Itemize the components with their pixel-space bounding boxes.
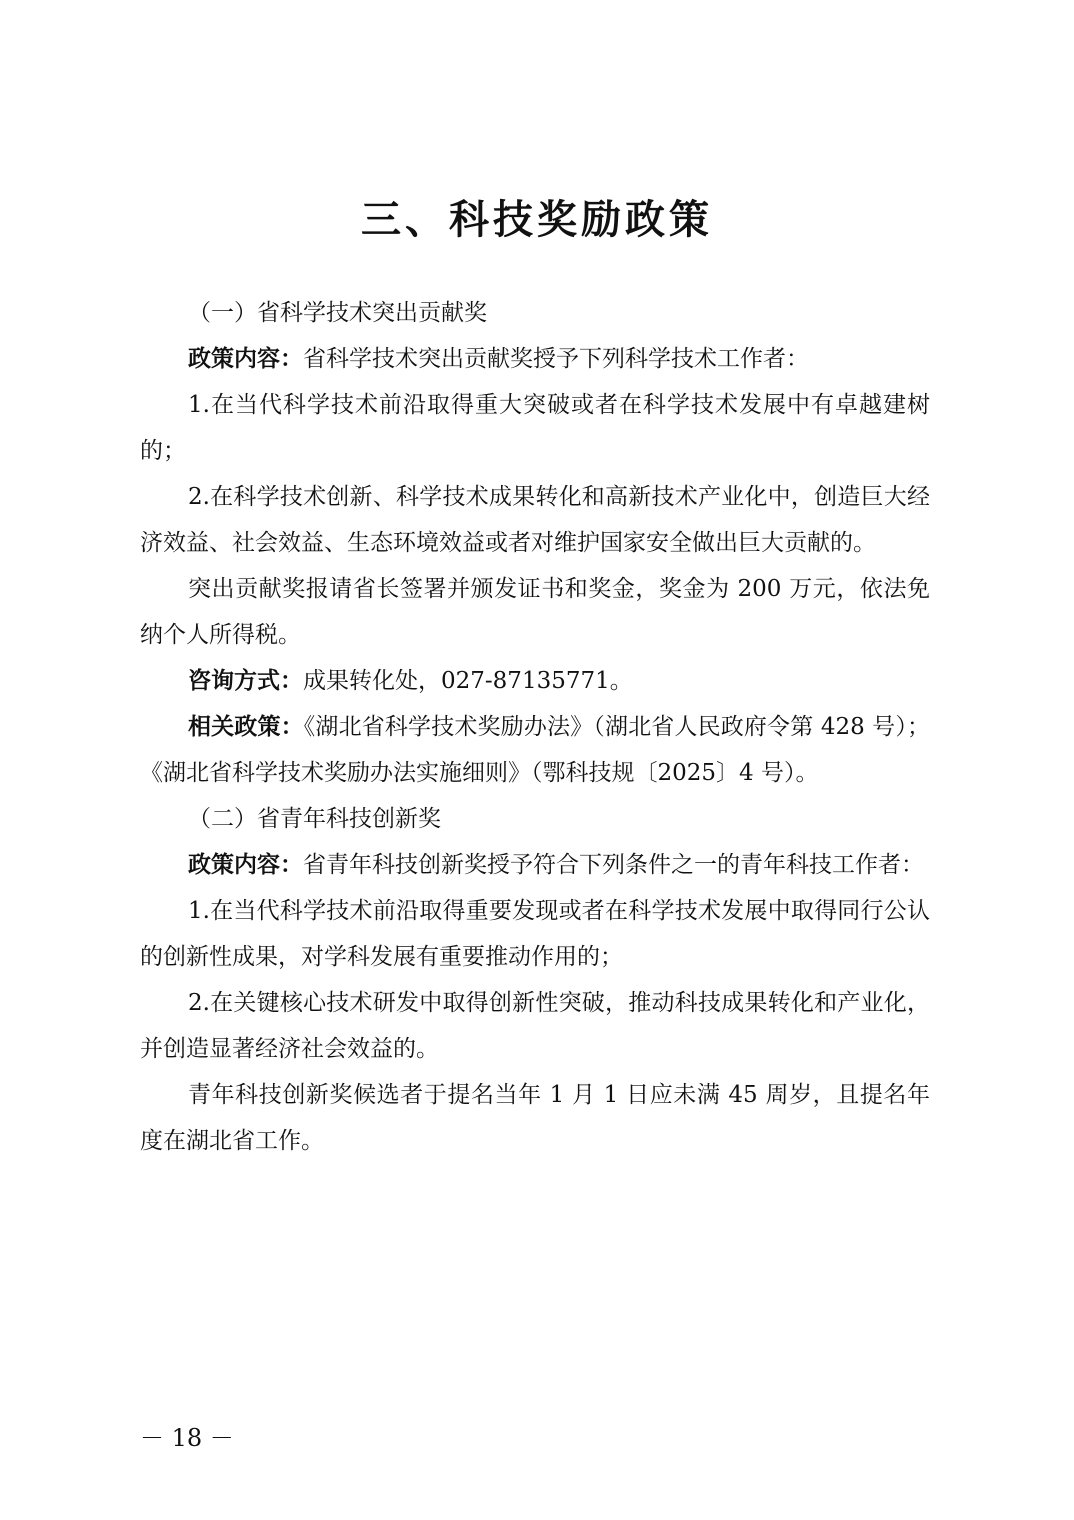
page-number: － 18 － bbox=[140, 1424, 234, 1452]
related-policy-line bbox=[140, 704, 930, 796]
policy-item-1-1: 1.在当代科学技术前沿取得重大突破或者在科学技术发展中有卓越建树的； bbox=[140, 392, 930, 464]
section-heading-2: （二）省青年科技创新奖 bbox=[188, 806, 441, 832]
policy-content-2 bbox=[140, 842, 930, 888]
contact-line bbox=[140, 658, 930, 704]
section-heading-1: （一）省科学技术突出贡献奖 bbox=[188, 300, 487, 326]
award-note-1: 突出贡献奖报请省长签署并颁发证书和奖金，奖金为 200 万元，依法免纳个人所得税。 bbox=[140, 576, 930, 648]
contact-text: 成果转化处，027-87135771。 bbox=[303, 668, 633, 694]
related-label: 相关政策： bbox=[188, 713, 304, 740]
contact-label: 咨询方式： bbox=[188, 667, 303, 694]
policy-item-2-1: 1.在当代科学技术前沿取得重要发现或者在科学技术发展中取得同行公认的创新性成果，对学科发展有重要推动作用的； bbox=[140, 898, 930, 970]
policy-item-2-2: 2.在关键核心技术研发中取得创新性突破，推动科技成果转化和产业化，并创造显著经济社会效益的。 bbox=[140, 990, 930, 1062]
page-title: 三、科技奖励政策 bbox=[361, 196, 713, 243]
policy-text: 省科学技术突出贡献奖授予下列科学技术工作者： bbox=[303, 346, 809, 372]
policy-label: 政策内容： bbox=[188, 345, 303, 372]
policy-item-1-2: 2.在科学技术创新、科学技术成果转化和高新技术产业化中，创造巨大经济效益、社会效益、生态环境效益或者对维护国家安全做出巨大贡献的。 bbox=[140, 484, 930, 556]
document-body bbox=[140, 290, 930, 1164]
policy-label: 政策内容： bbox=[188, 851, 303, 878]
policy-content-1 bbox=[140, 336, 930, 382]
related-text: 《湖北省科学技术奖励办法》（湖北省人民政府令第 428 号）；《湖北省科学技术奖励办法实施细则》（鄂科技规〔2025〕4 号）。 bbox=[140, 714, 930, 786]
policy-text: 省青年科技创新奖授予符合下列条件之一的青年科技工作者： bbox=[303, 852, 924, 878]
award-note-2: 青年科技创新奖候选者于提名当年 1 月 1 日应未满 45 周岁，且提名年度在湖北省工作。 bbox=[140, 1082, 930, 1154]
